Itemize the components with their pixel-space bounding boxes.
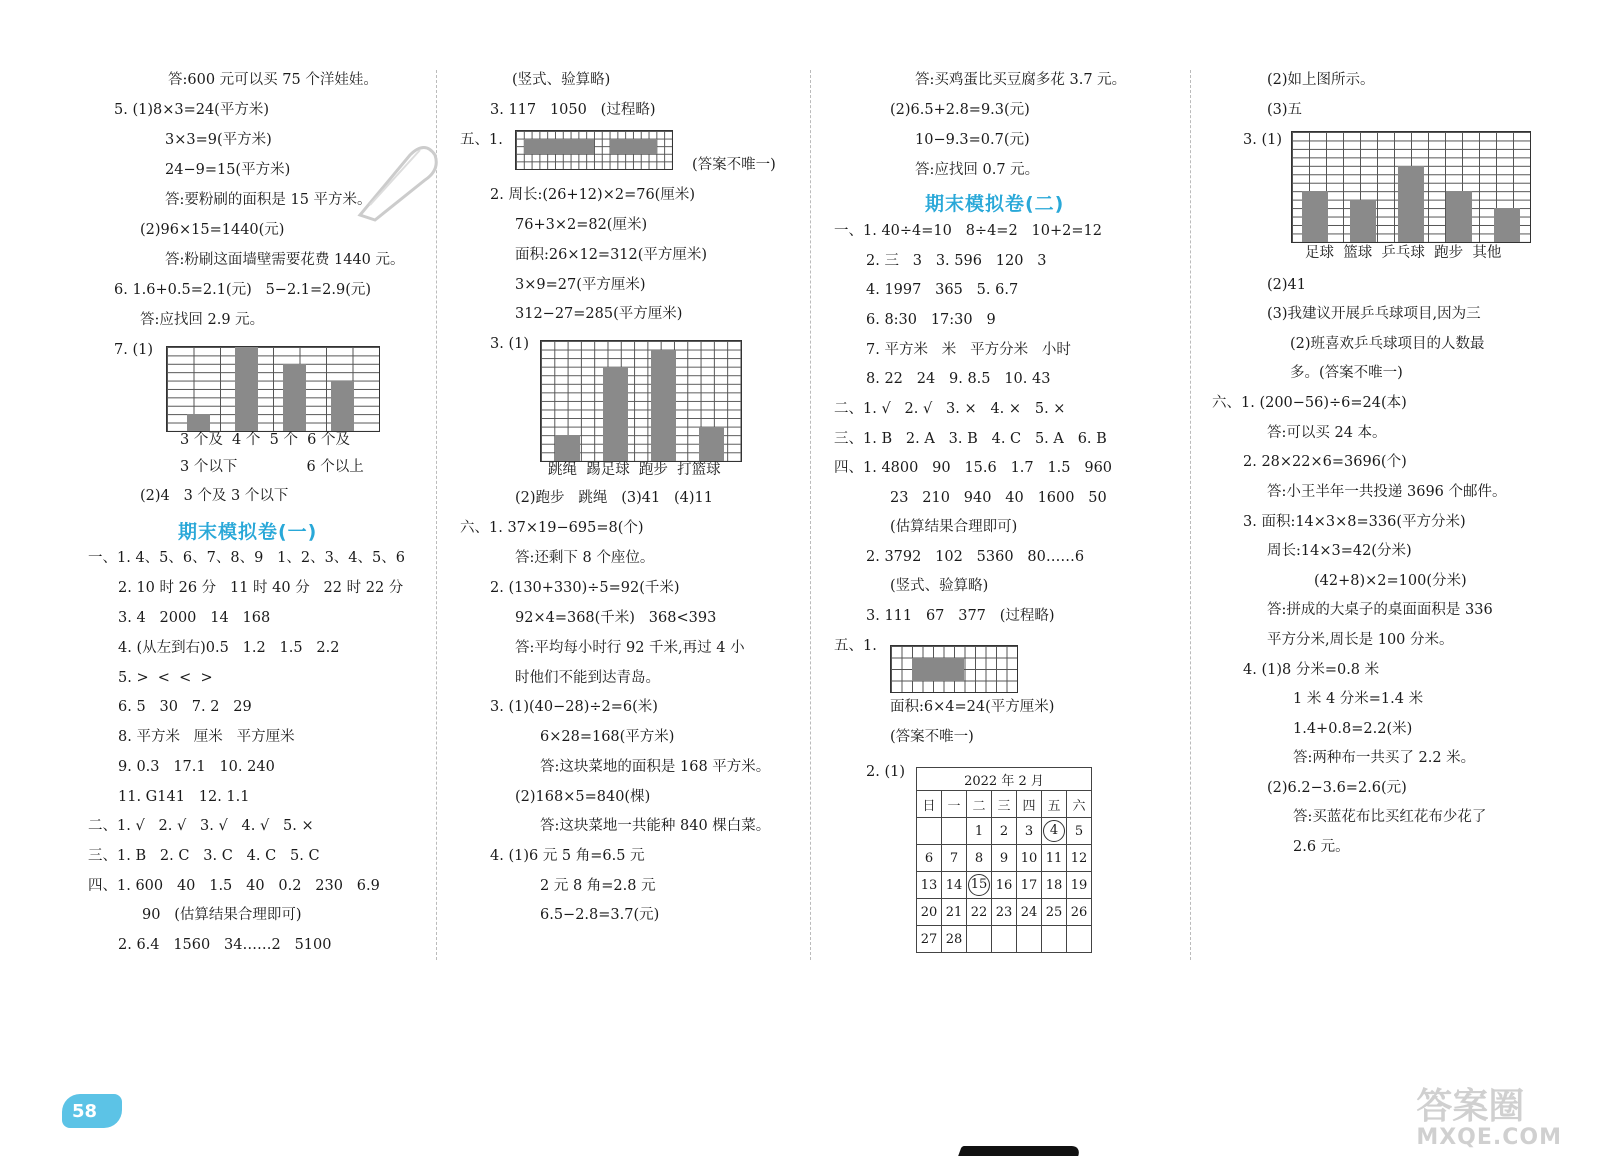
answer-line: (2)跑步 跳绳 (3)41 (4)11: [515, 490, 714, 506]
chart-bar: [555, 435, 580, 461]
answer-line: 4. (1)6 元 5 角=6.5 元: [490, 848, 645, 864]
calendar-day: 24: [1017, 899, 1042, 926]
answer-line: 1 米 4 分米=1.4 米: [1293, 691, 1424, 707]
answer-line: 面积:26×12=312(平方厘米): [515, 247, 708, 263]
pencil-sketch-icon: [340, 125, 450, 225]
answer-line: 答:买鸡蛋比买豆腐多花 3.7 元。: [915, 72, 1127, 88]
calendar-day: 5: [1067, 818, 1092, 845]
answer-line: 2. 3792 102 5360 80……6: [866, 549, 1085, 565]
chart-bar: [235, 347, 258, 431]
answer-line: 4. (从左到右)0.5 1.2 1.5 2.2: [118, 640, 340, 656]
calendar-day: 10: [1017, 845, 1042, 872]
answer-line: 答:应找回 2.9 元。: [140, 312, 265, 328]
answer-line: 2. (130+330)÷5=92(千米): [490, 580, 680, 596]
answer-line: 3. 4 2000 14 168: [118, 610, 271, 626]
answer-line: (2)班喜欢乒乓球项目的人数最: [1290, 336, 1485, 352]
answer-line: 时他们不能到达青岛。: [515, 670, 660, 686]
answer-line: 答:应找回 0.7 元。: [915, 162, 1040, 178]
answer-line: 一、1. 4、5、6、7、8、9 1、2、3、4、5、6: [88, 550, 405, 566]
calendar-day: [1042, 926, 1067, 953]
answer-line: (2)6.5+2.8=9.3(元): [890, 102, 1030, 118]
shaded-rectangle: [524, 139, 594, 154]
answer-line: 90 (估算结果合理即可): [142, 907, 302, 923]
weekday-header: 二: [967, 791, 992, 818]
answer-line: 6. 1.6+0.5=2.1(元) 5−2.1=2.9(元): [114, 282, 372, 298]
calendar-day-circled: [967, 872, 992, 899]
answer-line: 答:买蓝花布比买红花布少花了: [1293, 809, 1487, 825]
answer-line: 四、1. 600 40 1.5 40 0.2 230 6.9: [88, 878, 380, 894]
answer-line: 五、1.: [834, 638, 877, 654]
answer-line: (42+8)×2=100(分米): [1314, 573, 1467, 589]
answer-line: 五、1.: [460, 132, 503, 148]
answer-line: (估算结果合理即可): [890, 519, 1018, 535]
weekday-header: 五: [1042, 791, 1067, 818]
answer-line: (答案不唯一): [692, 157, 776, 173]
answer-line: 1.4+0.8=2.2(米): [1293, 721, 1413, 737]
answer-line: 一、1. 40÷4=10 8÷4=2 10+2=12: [834, 223, 1102, 239]
chart-bar: [603, 367, 628, 461]
calendar-day: 17: [1017, 872, 1042, 899]
answer-line: 平方分米,周长是 100 分米。: [1267, 632, 1454, 648]
calendar-day: 2: [992, 818, 1017, 845]
calendar-day: 1: [967, 818, 992, 845]
answer-line: 多。(答案不唯一): [1290, 365, 1403, 381]
answer-line: 6. 5 30 7. 2 29: [118, 699, 252, 715]
weekday-header: 三: [992, 791, 1017, 818]
answer-line: 二、1. √ 2. √ 3. √ 4. √ 5. ×: [88, 818, 314, 834]
calendar-day: 25: [1042, 899, 1067, 926]
answer-line: 3. 117 1050 (过程略): [490, 102, 656, 118]
calendar-day: 8: [967, 845, 992, 872]
column-separator: [810, 70, 811, 960]
calendar-day: 13: [917, 872, 942, 899]
shaded-rectangle: [610, 139, 657, 154]
shaded-rectangle: [912, 658, 964, 681]
answer-line: 5. (1)8×3=24(平方米): [114, 102, 269, 118]
answer-line: 答:小王半年一共投递 3696 个邮件。: [1267, 484, 1507, 500]
calendar-day: 20: [917, 899, 942, 926]
chart-bar: [1494, 208, 1520, 242]
chart-bar: [1350, 200, 1376, 242]
answer-line: 5. > < < >: [118, 670, 213, 686]
chart-axis-label: 3 个以下 6 个以上: [180, 459, 364, 475]
answer-line: 2. 周长:(26+12)×2=76(厘米): [490, 187, 695, 203]
answer-line: 三、1. B 2. A 3. B 4. C 5. A 6. B: [834, 431, 1107, 447]
answer-line: 答:粉刷这面墙壁需要花费 1440 元。: [165, 252, 405, 268]
weekday-header: 一: [942, 791, 967, 818]
answer-line: 8. 平方米 厘米 平方厘米: [118, 729, 295, 745]
answer-line: (2)168×5=840(棵): [515, 789, 651, 805]
answer-line: 4. (1)8 分米=0.8 米: [1243, 662, 1380, 678]
answer-line: 3. 面积:14×3×8=336(平方分米): [1243, 514, 1466, 530]
calendar-day: [942, 818, 967, 845]
answer-line: 6. 8:30 17:30 9: [866, 312, 996, 328]
answer-line: (2)96×15=1440(元): [140, 222, 285, 238]
answer-line: 四、1. 4800 90 15.6 1.7 1.5 960: [834, 460, 1113, 476]
answer-line: 76+3×2=82(厘米): [515, 217, 648, 233]
chart-bar: [331, 381, 354, 431]
answer-line: (3)我建议开展乒乓球项目,因为三: [1267, 306, 1481, 322]
answer-line: 2. (1): [866, 764, 905, 780]
chart-bar: [1446, 191, 1472, 242]
calendar-day: 12: [1067, 845, 1092, 872]
answer-line: 24−9=15(平方米): [165, 162, 291, 178]
answer-line: 答:拼成的大桌子的桌面面积是 336: [1267, 602, 1493, 618]
answer-line: 9. 0.3 17.1 10. 240: [118, 759, 275, 775]
answer-line: 答:这块菜地的面积是 168 平方米。: [540, 759, 771, 775]
answer-line: 三、1. B 2. C 3. C 4. C 5. C: [88, 848, 320, 864]
answer-line: 2. 28×22×6=3696(个): [1243, 454, 1407, 470]
answer-line: (2)如上图所示。: [1267, 72, 1375, 88]
bar-chart-candy: [166, 346, 380, 432]
answer-line: 92×4=368(千米) 368<393: [515, 610, 717, 626]
answer-line: 10−9.3=0.7(元): [915, 132, 1030, 148]
answer-line: 答:还剩下 8 个座位。: [515, 550, 655, 566]
answer-line: 3×9=27(平方厘米): [515, 277, 646, 293]
chart-axis-label: 足球 篮球 乒乓球 跑步 其他: [1305, 245, 1502, 261]
chart-axis-label: 跳绳 踢足球 跑步 打篮球: [548, 462, 721, 478]
answer-line: 3. 111 67 377 (过程略): [866, 608, 1055, 624]
chart-bar: [187, 414, 210, 431]
chart-axis-label: 3 个及 4 个 5 个 6 个及: [180, 432, 350, 448]
answer-line: 2 元 8 角=2.8 元: [540, 878, 656, 894]
chart-bar: [1398, 166, 1424, 242]
page-number: 58: [72, 1101, 98, 1122]
calendar-day: 11: [1042, 845, 1067, 872]
chart-bar: [699, 427, 724, 461]
answer-line: 答:可以买 24 本。: [1267, 425, 1387, 441]
bar-chart-favorite-sports: [1291, 131, 1531, 243]
weekday-header: 四: [1017, 791, 1042, 818]
section-title-exam-1: 期末模拟卷(一): [178, 521, 318, 543]
answer-line: 答:600 元可以买 75 个洋娃娃。: [168, 72, 378, 88]
calendar-caption: 2022 年 2 月: [917, 768, 1092, 791]
answer-line: 6×28=168(平方米): [540, 729, 675, 745]
answer-line: 7. 平方米 米 平方分米 小时: [866, 342, 1071, 358]
answer-line: (答案不唯一): [890, 729, 974, 745]
calendar-feb-2022: [916, 767, 1092, 953]
bottom-edge-stroke: [958, 1146, 1082, 1156]
answer-line: (2)41: [1267, 277, 1306, 293]
chart-bar: [1302, 191, 1328, 242]
calendar-day: 6: [917, 845, 942, 872]
calendar-day: 19: [1067, 872, 1092, 899]
weekday-header: 六: [1067, 791, 1092, 818]
calendar-day: [1067, 926, 1092, 953]
watermark-logo: [1416, 1088, 1562, 1150]
answer-line: 周长:14×3=42(分米): [1267, 543, 1412, 559]
answer-line: 312−27=285(平方厘米): [515, 306, 683, 322]
answer-line: 7. (1): [114, 342, 153, 358]
answer-line: (3)五: [1267, 102, 1303, 118]
answer-line: 4. 1997 365 5. 6.7: [866, 282, 1019, 298]
bar-chart-sports-activities: [540, 340, 742, 462]
answer-line: 6.5−2.8=3.7(元): [540, 907, 660, 923]
answer-line: 3×3=9(平方米): [165, 132, 272, 148]
chart-bar: [651, 350, 676, 461]
watermark-logo-text: 答案圈: [1416, 1086, 1525, 1127]
calendar-day: 18: [1042, 872, 1067, 899]
calendar-day: 23: [992, 899, 1017, 926]
calendar-day: [967, 926, 992, 953]
rectangle-grid-figure: [890, 645, 1018, 693]
weekday-header: 日: [917, 791, 942, 818]
calendar-day: [1017, 926, 1042, 953]
calendar-day: 26: [1067, 899, 1092, 926]
answer-line: 23 210 940 40 1600 50: [890, 490, 1107, 506]
calendar-day: 16: [992, 872, 1017, 899]
watermark-url: MXQE.COM: [1416, 1125, 1562, 1150]
answer-line: (2)6.2−3.6=2.6(元): [1267, 780, 1407, 796]
calendar-day: 14: [942, 872, 967, 899]
column-separator: [1190, 70, 1191, 960]
answer-line: 二、1. √ 2. √ 3. × 4. × 5. ×: [834, 401, 1066, 417]
calendar-day-circled: [1042, 818, 1067, 845]
calendar-day: 9: [992, 845, 1017, 872]
answer-line: 3. (1): [1243, 132, 1282, 148]
answer-line: 11. G141 12. 1.1: [118, 789, 250, 805]
chart-bar: [283, 364, 306, 431]
calendar-day: 7: [942, 845, 967, 872]
answer-line: (2)4 3 个及 3 个以下: [140, 488, 289, 504]
answer-line: 2. 三 3 3. 596 120 3: [866, 253, 1047, 269]
answer-line: 答:要粉刷的面积是 15 平方米。: [165, 192, 372, 208]
answer-line: 3. (1): [490, 336, 529, 352]
answer-line: 3. (1)(40−28)÷2=6(米): [490, 699, 658, 715]
circled-day: 4: [1043, 820, 1065, 842]
answer-line: 答:两种布一共买了 2.2 米。: [1293, 750, 1476, 766]
answer-line: 六、1. (200−56)÷6=24(本): [1212, 395, 1407, 411]
answer-line: 2. 10 时 26 分 11 时 40 分 22 时 22 分: [118, 580, 404, 596]
answer-line: 答:平均每小时行 92 千米,再过 4 小: [515, 640, 745, 656]
calendar-day: 3: [1017, 818, 1042, 845]
answer-line: 8. 22 24 9. 8.5 10. 43: [866, 371, 1051, 387]
calendar-day: 27: [917, 926, 942, 953]
answer-line: 2. 6.4 1560 34……2 5100: [118, 937, 332, 953]
rectangle-grid-figure: [515, 130, 673, 170]
calendar-day: 28: [942, 926, 967, 953]
answer-line: 2.6 元。: [1293, 839, 1350, 855]
answer-line: 面积:6×4=24(平方厘米): [890, 699, 1055, 715]
calendar-day: [992, 926, 1017, 953]
calendar-day: 21: [942, 899, 967, 926]
answer-line: 答:这块菜地一共能种 840 棵白菜。: [540, 818, 771, 834]
answer-line: (竖式、验算略): [890, 578, 989, 594]
section-title-exam-2: 期末模拟卷(二): [925, 193, 1065, 215]
calendar-day: 22: [967, 899, 992, 926]
calendar-day: [917, 818, 942, 845]
answer-line: 六、1. 37×19−695=8(个): [460, 520, 644, 536]
circled-day: 15: [968, 874, 990, 896]
answer-line: (竖式、验算略): [512, 72, 611, 88]
